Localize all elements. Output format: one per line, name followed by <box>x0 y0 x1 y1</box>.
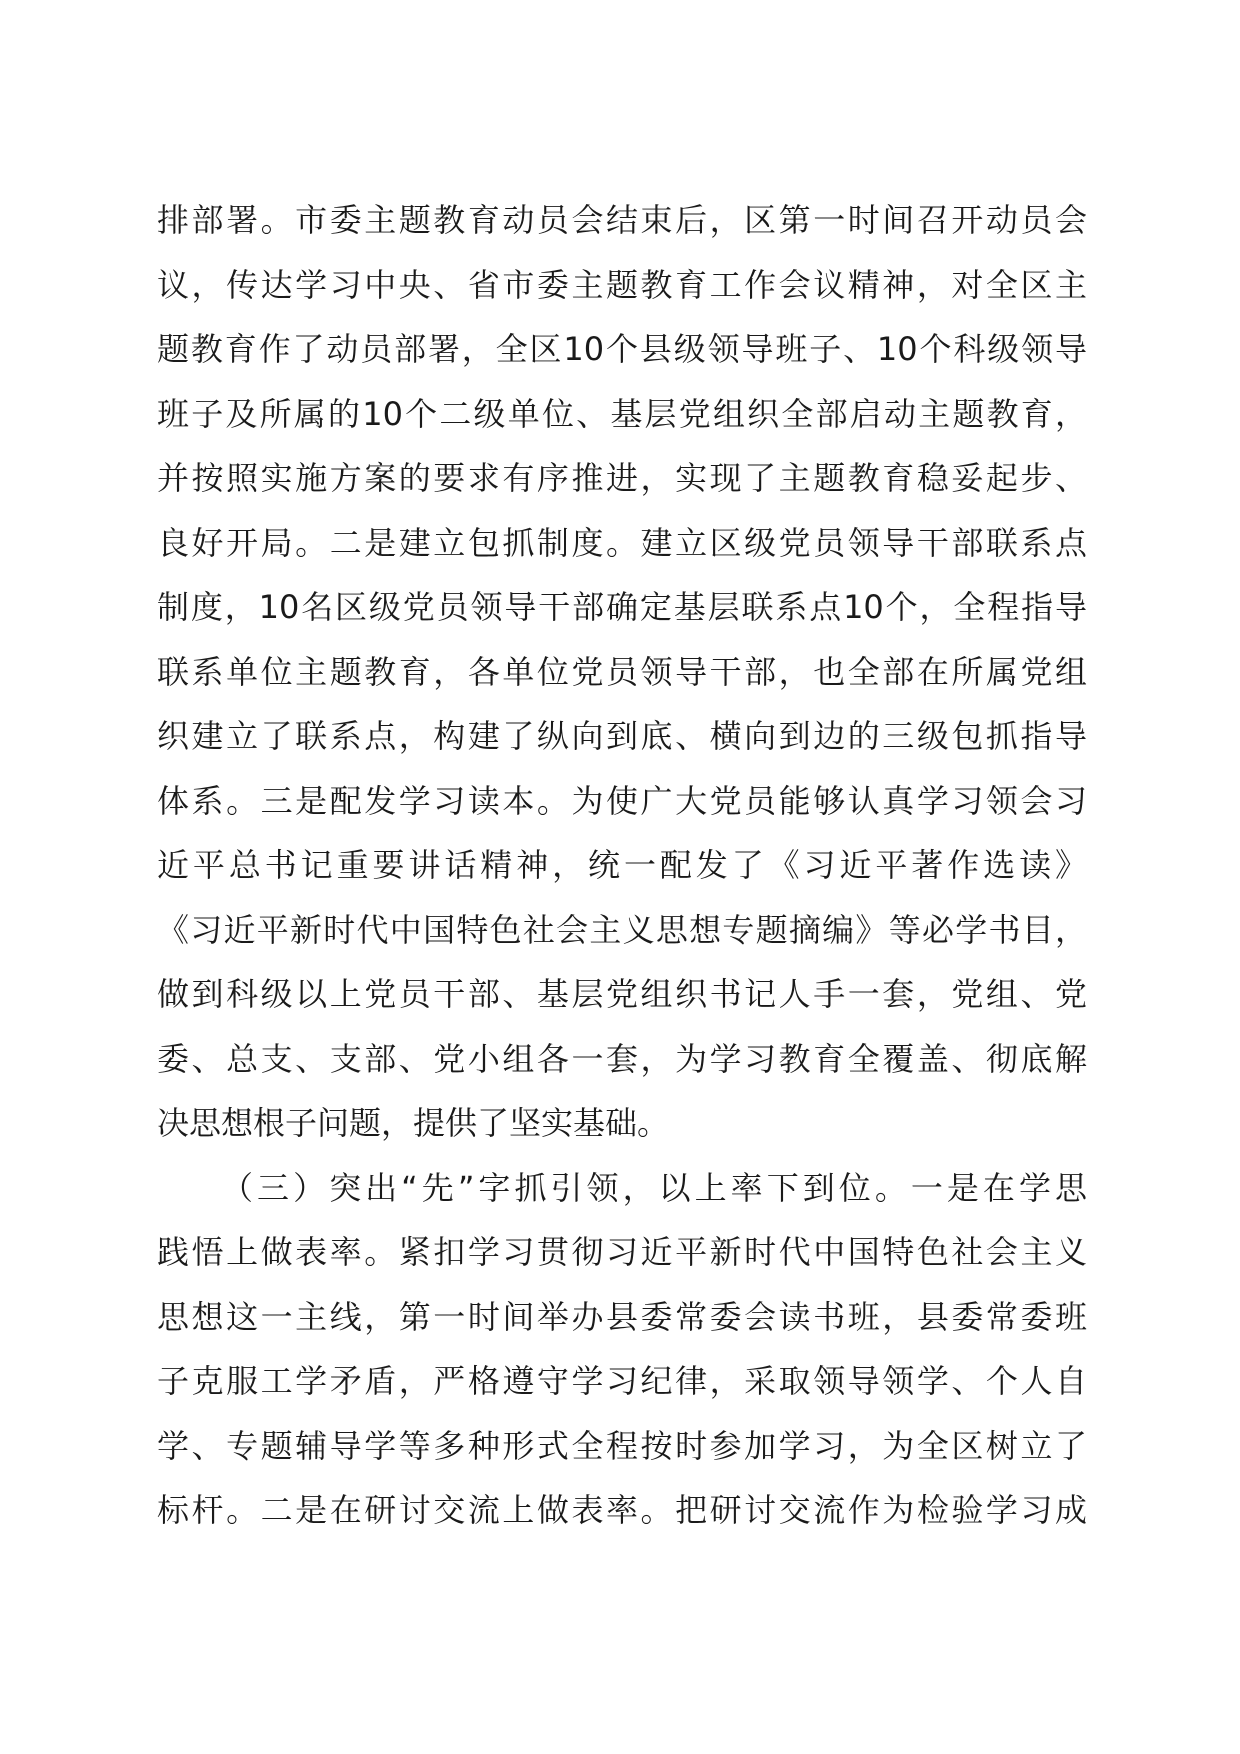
text-line: 体系。三是配发学习读本。为使广大党员能够认真学习领会习 <box>157 781 1087 820</box>
text-line: 思想这一主线，第一时间举办县委常委会读书班，县委常委班 <box>157 1297 1087 1336</box>
text-line: 做到科级以上党员干部、基层党组织书记人手一套，党组、党 <box>157 975 1087 1013</box>
text-line: 子克服工学矛盾，严格遵守学习纪律，采取领导领学、个人自 <box>157 1362 1087 1400</box>
section-heading-line: （三）突出“先”字抓引领，以上率下到位。一是在学思 <box>221 1168 1087 1207</box>
text-line: 排部署。市委主题教育动员会结束后，区第一时间召开动员会 <box>157 201 1087 239</box>
text-line: 题教育作了动员部署，全区10个县级领导班子、10个科级领导 <box>157 330 1087 368</box>
text-line: 近平总书记重要讲话精神，统一配发了《习近平著作选读》 <box>157 846 1087 884</box>
text-line: 标杆。二是在研讨交流上做表率。把研讨交流作为检验学习成 <box>157 1491 1087 1529</box>
text-line: 学、专题辅导学等多种形式全程按时参加学习，为全区树立了 <box>157 1426 1087 1465</box>
text-line: 决思想根子问题，提供了坚实基础。 <box>157 1104 670 1142</box>
text-line: 并按照实施方案的要求有序推进，实现了主题教育稳妥起步、 <box>157 459 1087 497</box>
text-line: 织建立了联系点，构建了纵向到底、横向到边的三级包抓指导 <box>157 717 1087 755</box>
text-line: 《习近平新时代中国特色社会主义思想专题摘编》等必学书目， <box>157 910 1087 949</box>
text-line: 制度，10名区级党员领导干部确定基层联系点10个，全程指导 <box>157 588 1087 626</box>
body-text <box>157 188 1087 1543</box>
text-line: 议，传达学习中央、省市委主题教育工作会议精神，对全区主 <box>157 265 1087 304</box>
text-line: 班子及所属的10个二级单位、基层党组织全部启动主题教育， <box>157 394 1087 433</box>
text-line: 联系单位主题教育，各单位党员领导干部，也全部在所属党组 <box>157 652 1087 691</box>
text-line: 良好开局。二是建立包抓制度。建立区级党员领导干部联系点 <box>157 523 1087 562</box>
text-line: 委、总支、支部、党小组各一套，为学习教育全覆盖、彻底解 <box>157 1039 1087 1078</box>
text-line: 践悟上做表率。紧扣学习贯彻习近平新时代中国特色社会主义 <box>157 1233 1087 1271</box>
